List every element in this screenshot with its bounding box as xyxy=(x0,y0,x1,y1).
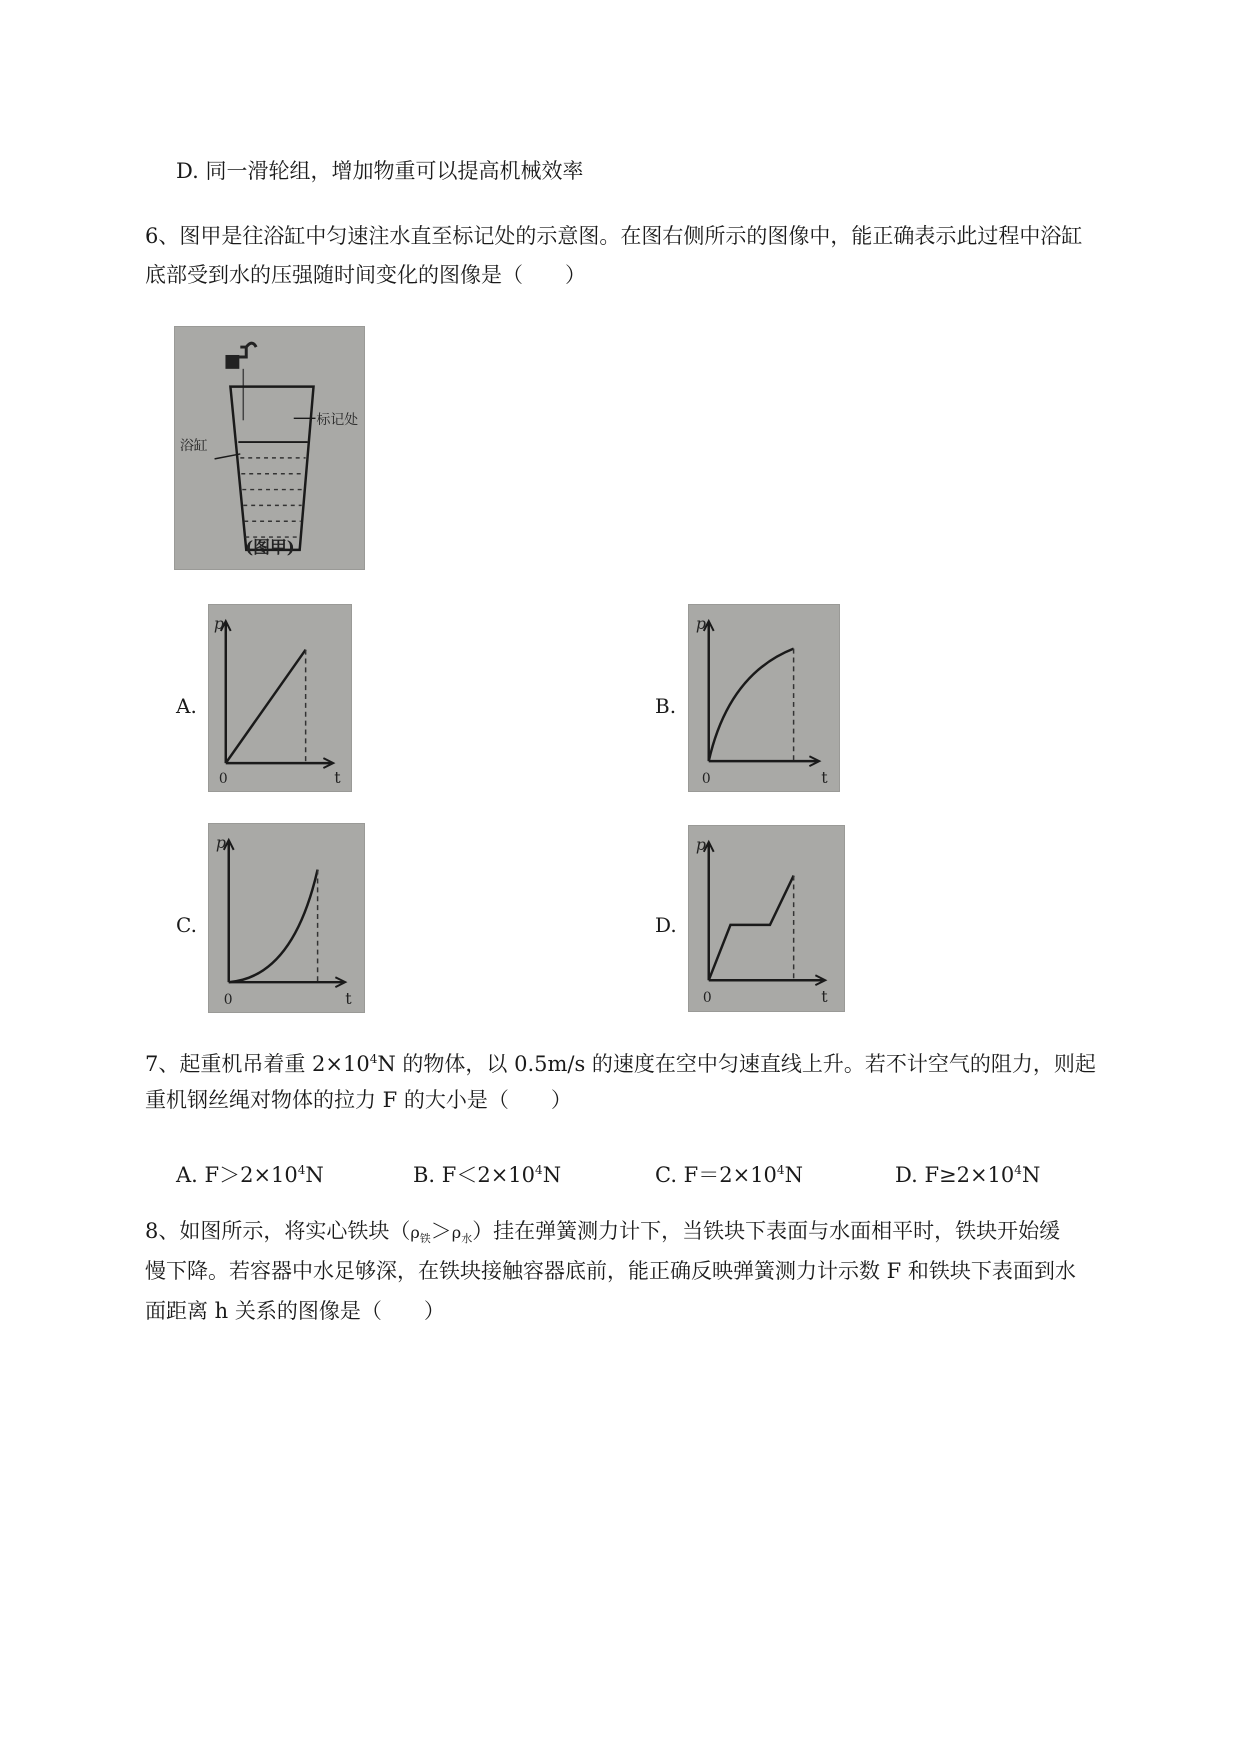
y-axis-label: p xyxy=(215,832,227,852)
q6-option-c-label: C. xyxy=(176,913,197,937)
mark-label: 标记处 xyxy=(316,412,359,429)
pressure-curve xyxy=(709,649,794,762)
q6-text-line1: 6、图甲是往浴缸中匀速注水直至标记处的示意图。在图右侧所示的图像中，能正确表示此过程中浴缸 xyxy=(145,224,1083,248)
q6-option-a-label: A. xyxy=(176,694,197,718)
x-axis-label: t xyxy=(821,767,828,787)
q6-option-c-graph xyxy=(208,823,365,1013)
q5-option-d: D. 同一滑轮组，增加物重可以提高机械效率 xyxy=(176,159,584,183)
q6-option-b-label: B. xyxy=(655,694,677,718)
q6-option-d-label: D. xyxy=(655,913,677,937)
q7-option-b: B. $F<2\times 10^4N$ xyxy=(413,1163,562,1187)
q8-text-line2: 慢下降。若容器中水足够深，在铁块接触容器底前，能正确反映弹簧测力计示数 F 和铁块下表面到水 xyxy=(145,1259,1076,1283)
q7-text-line1: 7、起重机吊着重 $2\times 10^4N$ 的物体，以 0.5m/s 的速度在空中匀速直线上升。若不计空气的阻力，则起 xyxy=(145,1052,1096,1076)
q6-option-d-graph xyxy=(688,825,845,1012)
water-fill-lines xyxy=(240,458,305,537)
origin-label: 0 xyxy=(218,770,228,787)
y-axis-label: p xyxy=(213,613,225,633)
bathtub-diagram xyxy=(175,327,364,569)
pressure-curve xyxy=(226,650,306,763)
q8-text-line1: 8、如图所示，将实心铁块$(\rho_铁>\rho_水)$挂在弹簧测力计下，当铁块下表面与水面相平时，铁块开始缓 xyxy=(145,1219,1061,1245)
q8-text-line3: 面距离 h 关系的图像是（ ） xyxy=(145,1299,445,1323)
origin-label: 0 xyxy=(702,989,712,1006)
q6-text-line2: 底部受到水的压强随时间变化的图像是（ ） xyxy=(145,263,586,287)
tub-label: 浴缸 xyxy=(179,437,208,454)
y-axis-label: p xyxy=(695,613,707,633)
origin-label: 0 xyxy=(223,991,233,1008)
q7-text-line2: 重机钢丝绳对物体的拉力 F 的大小是（ ） xyxy=(145,1088,572,1112)
bathtub-figure xyxy=(174,326,365,570)
y-axis-label: p xyxy=(695,834,707,854)
faucet-spout xyxy=(236,343,256,357)
figure-caption: (图甲) xyxy=(245,536,295,557)
x-axis-label: t xyxy=(345,988,352,1008)
pressure-curve xyxy=(709,876,794,981)
q7-option-a: A. $F>2\times 10^4N$ xyxy=(176,1163,324,1187)
q7-option-c: C. $F=2\times 10^4N$ xyxy=(655,1163,803,1187)
q7-option-d: D. $F\ge 2\times 10^4N$ xyxy=(895,1163,1041,1187)
q6-option-b-graph xyxy=(688,604,840,792)
q6-option-a-graph xyxy=(208,604,352,792)
pressure-curve xyxy=(229,870,318,983)
x-axis-label: t xyxy=(334,767,341,787)
x-axis-label: t xyxy=(821,986,828,1006)
origin-label: 0 xyxy=(701,770,711,787)
